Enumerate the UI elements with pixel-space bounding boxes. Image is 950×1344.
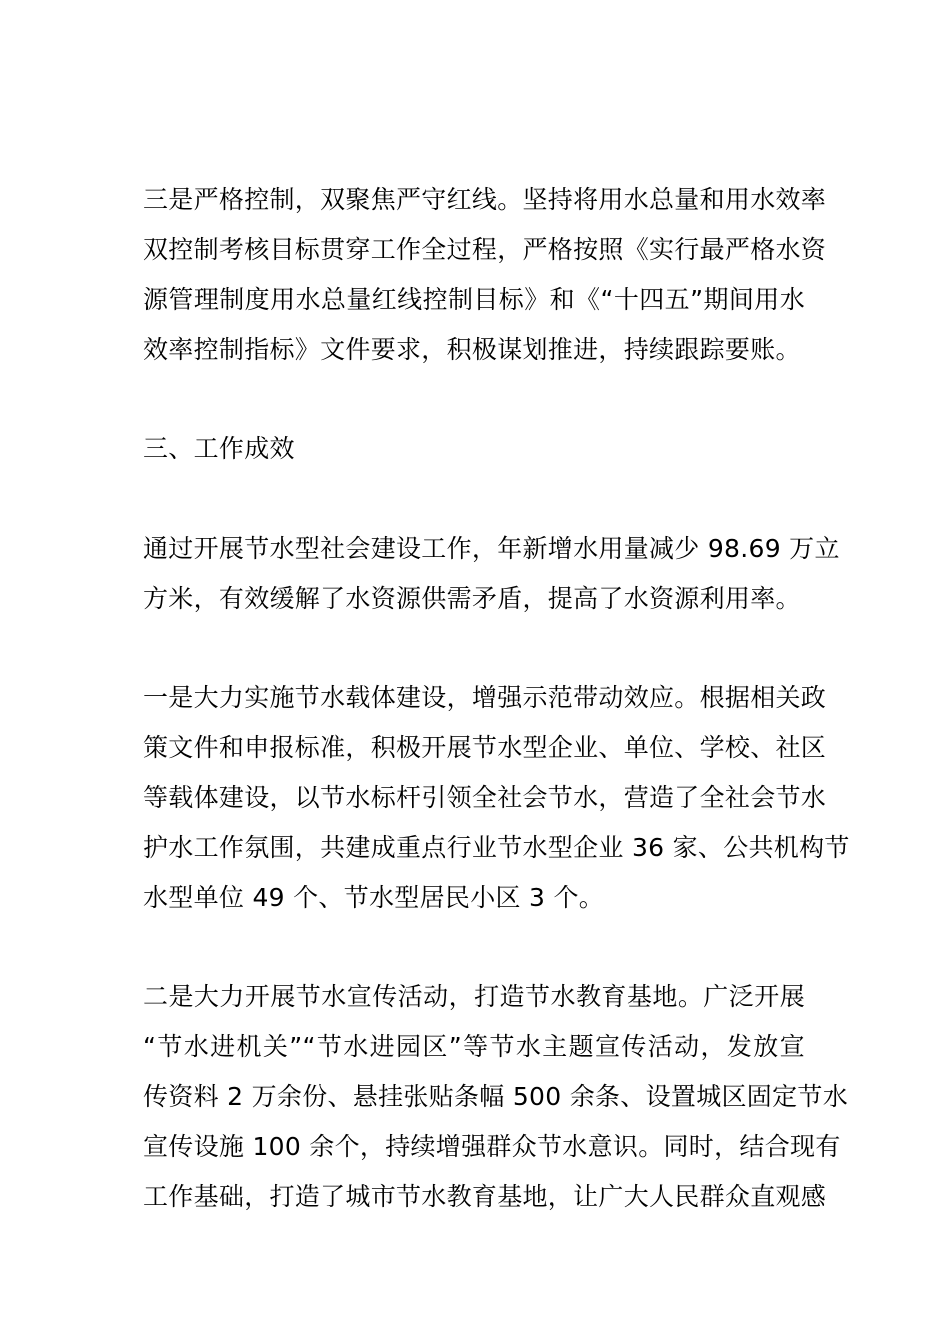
paragraph-line: 水型单位 49 个、节水型居民小区 3 个。 bbox=[143, 883, 605, 912]
paragraph-line: 方米，有效缓解了水资源供需矛盾，提高了水资源利用率。 bbox=[143, 584, 801, 613]
paragraph-line: 二是大力开展节水宣传活动，打造节水教育基地。广泛开展 bbox=[143, 982, 805, 1011]
paragraph-line: 宣传设施 100 余个，持续增强群众节水意识。同时，结合现有 bbox=[143, 1132, 841, 1161]
paragraph-line: “节水进机关”“节水进园区”等节水主题宣传活动，发放宣 bbox=[143, 1032, 805, 1061]
paragraph-line: 效率控制指标》文件要求，积极谋划推进，持续跟踪要账。 bbox=[143, 335, 801, 364]
paragraph-line: 传资料 2 万余份、悬挂张贴条幅 500 余条、设置城区固定节水 bbox=[143, 1082, 849, 1111]
paragraph-line: 三是严格控制，双聚焦严守红线。坚持将用水总量和用水效率 bbox=[143, 185, 827, 214]
paragraph-line: 源管理制度用水总量红线控制目标》和《“十四五”期间用水 bbox=[143, 285, 805, 314]
section-heading: 三、工作成效 bbox=[143, 434, 295, 463]
paragraph-line: 通过开展节水型社会建设工作，年新增水用量减少 98.69 万立 bbox=[143, 534, 840, 563]
paragraph-line: 护水工作氛围，共建成重点行业节水型企业 36 家、公共机构节 bbox=[143, 833, 850, 862]
paragraph-line: 双控制考核目标贯穿工作全过程，严格按照《实行最严格水资 bbox=[143, 235, 827, 264]
paragraph-line: 工作基础，打造了城市节水教育基地，让广大人民群众直观感 bbox=[143, 1182, 827, 1211]
paragraph-line: 等载体建设，以节水标杆引领全社会节水，营造了全社会节水 bbox=[143, 783, 827, 812]
paragraph-line: 一是大力实施节水载体建设，增强示范带动效应。根据相关政 bbox=[143, 683, 827, 712]
paragraph-line: 策文件和申报标准，积极开展节水型企业、单位、学校、社区 bbox=[143, 733, 827, 762]
